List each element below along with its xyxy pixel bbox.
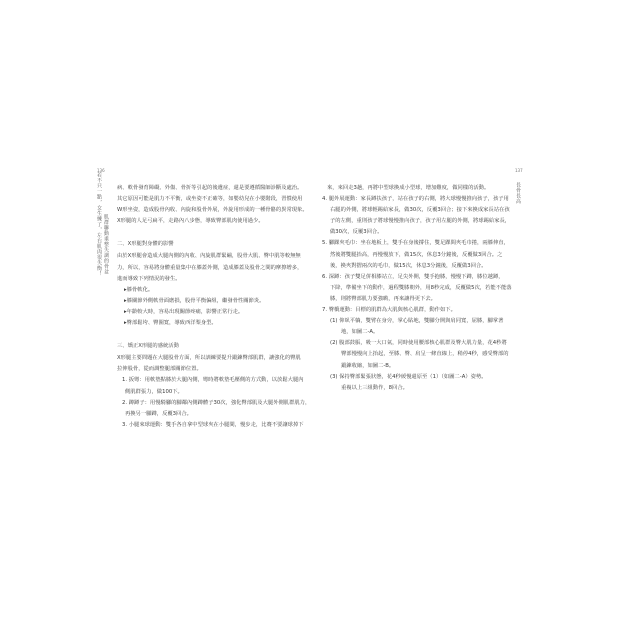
sub-step-line: 臀部慢慢向上抬起，至膝、臀、肩呈一條直線上，稍停4秒，感受臀部的 <box>341 351 509 358</box>
text-line: X形腿的人足弓扁平，走路內八步態，導致臀部肌肉使用過少。 <box>117 218 264 225</box>
text-line: 由於X形腿會造成大腿內側的內收、內旋肌群緊繃，股骨大肌、臀中肌等較無無 <box>117 253 301 260</box>
activity-line: 7. 臀橋運動：目標的肌群為大肌與核心肌群，動作如下。 <box>322 307 456 314</box>
activity-line: 2. 蹲蹲子：用慢騎腳的腳鄰內側蹲體子30次，強化臀部肌及大腿外側肌群肌力， <box>122 399 311 406</box>
right-page-body <box>322 183 512 394</box>
left-page-number: 136 <box>97 168 105 173</box>
triangle-bullet-icon: ▸ <box>124 320 127 327</box>
bullet-item <box>117 285 307 296</box>
sub-step-line: (1) 仰臥平躺，雙臂在身旁，掌心貼地，雙腳分開與肩同寬，屈膝，腳掌著 <box>330 318 504 325</box>
text-line: X形腿主要問題在大腿股骨方面，所以訓練要提升鍛鍊臀部肌群，讓強化的臀肌 <box>117 355 301 362</box>
section1-paragraph <box>117 251 307 284</box>
activity-line: 6. 深蹲：孩子雙足併相膝站立，足尖外開，雙手抱膝，慢慢下蹲，膝位越蹲， <box>322 273 504 280</box>
right-running-title: 長骨長高 <box>515 182 521 204</box>
bullet-text: 膝骨軟化。 <box>126 286 154 293</box>
sub-step-line: (2) 腹部鼓脹，吸一大口氣，同時使用腰部核心肌群及臀大肌力量，花4秒將 <box>330 340 507 347</box>
section2-paragraph <box>117 353 307 375</box>
bullet-text: 膝關節外側軟骨面磨損，股骨平衡偏組，繼發骨性關節炎。 <box>126 297 265 304</box>
text-line: 拉伸股骨，從而調整腿部關節位置。 <box>117 366 202 373</box>
sub-step-line: (3) 保持臀部緊張狀態，花4秒緩慢還原至（1）（如圖二-A）姿勢。 <box>330 373 487 380</box>
section-heading: 三、矯正X形腿的感統活動 <box>117 343 179 350</box>
activity-line: 5. 腳踝夾毛巾：坐在地板上，雙手在身後撐住，雙足踝間夾毛巾捲，兩膝伸直， <box>322 240 509 247</box>
sub-step-list <box>322 316 512 394</box>
text-line: W形坐姿，造成股骨內收、內旋和股骨外展，外旋用形成的一種骨骼的異常現象。 <box>117 207 308 214</box>
text-line: 其它原因可能是肌力不平衡，或坐姿不正確等，如嬰幼兒在小嬰階段，習慣使用 <box>117 196 303 203</box>
sub-step-line: 鍛鍊收縮，如圖二-B。 <box>341 362 395 369</box>
activity-line: 側肌群張力，做100下。 <box>125 388 183 395</box>
activity-line: 4. 腿外展運動：家長蹲扶孩子，站在孩子的右側，將大球慢慢推向孩子，孩子用 <box>322 196 509 203</box>
text-line: 進而導致下列情況的發生。 <box>117 275 181 282</box>
bullet-list <box>117 285 307 329</box>
activity-line: 3. 小腿來球運動：雙手各自拿中型球夾在小腿間，慢步走，比賽不要讓球掉下 <box>122 421 304 428</box>
bullet-item <box>117 318 307 329</box>
sub-step-line: 地，如圖二-A。 <box>341 329 379 336</box>
triangle-bullet-icon: ▸ <box>124 297 127 304</box>
activity-list <box>322 194 512 316</box>
continuation-line: 來，來回走3趟，再將中型球換成小型球，增加難度，做同樣的活動。 <box>327 185 490 191</box>
right-page-number: 137 <box>515 168 523 173</box>
activity-line: 子的左側，重則孩子將球慢慢推向孩子，孩子用左腿的外側，將球踢給家長， <box>330 218 511 225</box>
activity-line: 下降，準備坐下的動作，過程雙膝朝外，用8秒完成，反覆做5次，若能不能落 <box>330 284 512 291</box>
triangle-bullet-icon: ▸ <box>124 286 127 293</box>
activity-line: 1. 扳彎：用軟墊點膝於大腿內側，彎時將軟墊毛壓側的方式動，以放鬆大腿內 <box>122 377 304 384</box>
activity-line: 做30次，反覆3回合。 <box>330 229 383 236</box>
activity-line: 後，換夾對摺兩次的毛巾，做15次，休息3分鐘後，反覆做3回合。 <box>330 262 487 269</box>
activity-list <box>117 375 311 430</box>
activity-line: 再換另一腳蹲，反覆3回合。 <box>125 410 192 417</box>
left-page-body <box>117 183 311 431</box>
bullet-text: 年齡較大時，容易出現關節疼痛，影響正常行走。 <box>126 308 244 315</box>
activity-line: 然後將雙腿抬高，再慢慢放下，做15次，休息3分鐘後，反覆做3回合。之 <box>330 251 503 258</box>
left-running-title-2: 肌群聯動重整失調的骨盆 <box>103 214 109 275</box>
text-line: 力，所以，容易將身體重量集中在膝蓋外側，造成膝蓋及股骨之間的摩擦增多， <box>117 264 303 271</box>
bullet-item <box>117 307 307 318</box>
activity-line: 膝，則將臀部肌力要強喲，再來讓得更下去。 <box>330 295 436 302</box>
bullet-item <box>117 296 307 307</box>
left-running-title: 若不只一點，女生練了，左右肌肉很失衡！ <box>96 172 102 277</box>
activity-line: 右腿的外側，將球輕踢給家長，做30次，反覆3回合；接下來換成家長站在孩 <box>330 207 510 214</box>
triangle-bullet-icon: ▸ <box>124 308 127 315</box>
intro-paragraph <box>117 183 307 227</box>
text-line: 病、軟骨發育障礙、外傷、骨折等引起的後遺症，還是要遵循醫師診斷及處治。 <box>117 185 303 191</box>
bullet-text: 臀部鬆垮、臀圍寬，導致西洋梨身型。 <box>126 320 217 327</box>
section-heading: 二、X形腿對身體的影響 <box>117 241 174 248</box>
sub-step-line: 重複以上三組動作，8回合。 <box>341 384 408 391</box>
